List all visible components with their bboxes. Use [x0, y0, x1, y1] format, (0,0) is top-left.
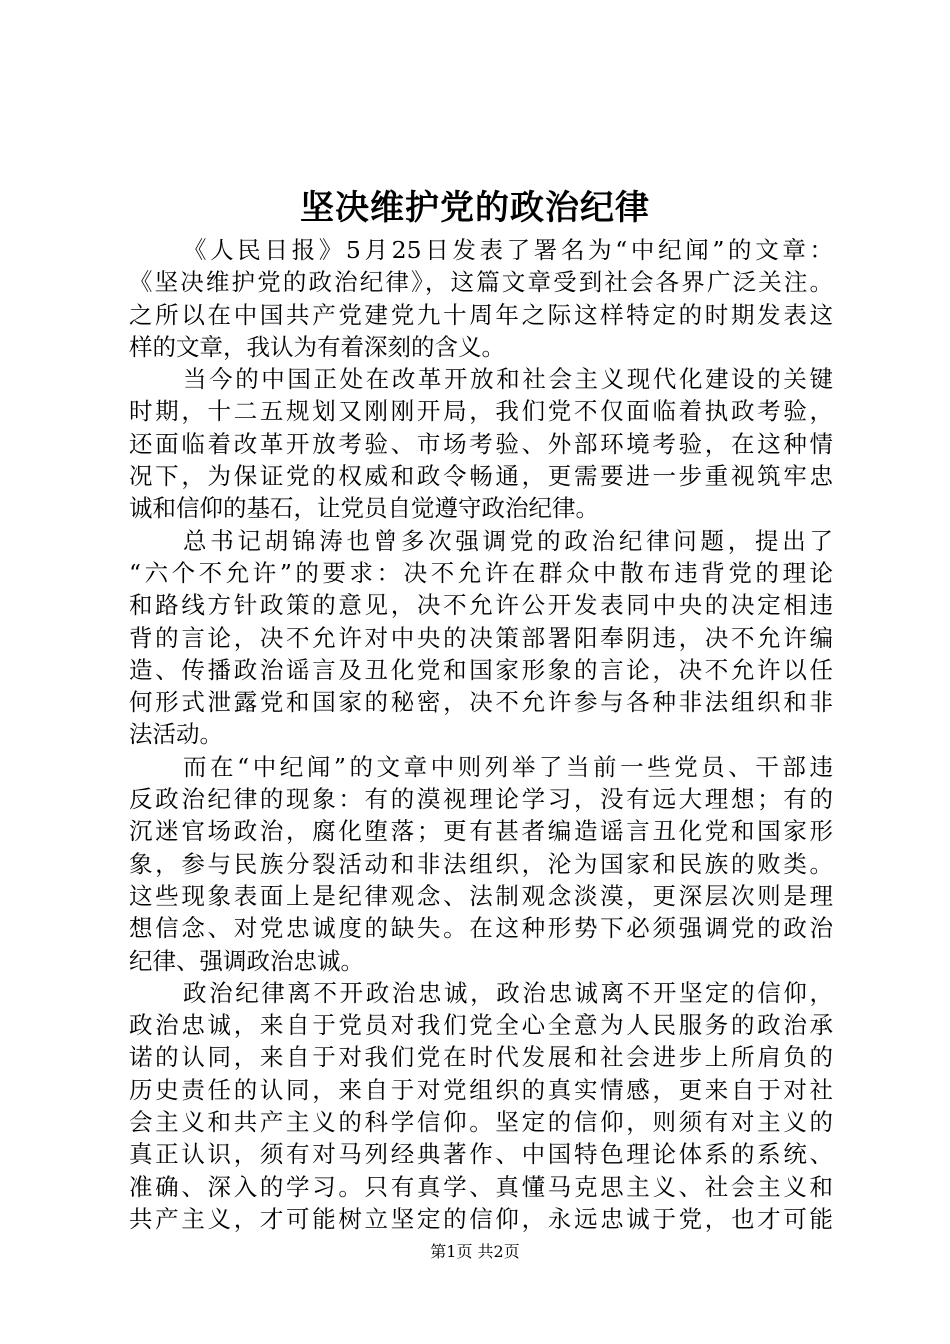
text-line: 会主义和共产主义的科学信仰。坚定的信仰，则须有对主义的	[129, 1108, 833, 1137]
paragraph-3	[129, 525, 833, 751]
text-line: 当今的中国正处在改革开放和社会主义现代化建设的关键	[183, 365, 833, 394]
text-line: 政治忠诚，来自于党员对我们党全心全意为人民服务的政治承	[129, 1011, 833, 1040]
text-line: 《坚决维护党的政治纪律》，这篇文章受到社会各界广泛关注。	[129, 268, 833, 297]
text-line: 时期，十二五规划又刚刚开局，我们党不仅面临着执政考验，	[129, 397, 833, 426]
text-line: 象，参与民族分裂活动和非法组织，沦为国家和民族的败类。	[129, 849, 833, 878]
text-line: 真正认识，须有对马列经典著作、中国特色理论体系的系统、	[129, 1140, 833, 1169]
text-line: 之所以在中国共产党建党九十周年之际这样特定的时期发表这	[129, 300, 833, 329]
text-line: 何形式泄露党和国家的秘密，决不允许参与各种非法组织和非	[129, 688, 833, 717]
paragraph-4	[129, 751, 833, 977]
text-line: “六个不允许”的要求：决不允许在群众中散布违背党的理论	[129, 558, 833, 587]
text-line: 总书记胡锦涛也曾多次强调党的政治纪律问题，提出了	[183, 526, 833, 555]
text-line: 《人民日报》5月25日发表了署名为“中纪闻”的文章：	[183, 236, 833, 264]
paragraph-2	[129, 363, 833, 524]
text-line: 准确、深入的学习。只有真学、真懂马克思主义、社会主义和	[129, 1172, 833, 1201]
text-line: 况下，为保证党的权威和政令畅通，更需要进一步重视筑牢忠	[129, 462, 833, 491]
text-line: 和路线方针政策的意见，决不允许公开发表同中央的决定相违	[129, 591, 833, 620]
page-footer: 第1页 共2页	[430, 1242, 520, 1261]
text-line: 样的文章，我认为有着深刻的含义。	[129, 332, 505, 361]
text-line: 这些现象表面上是纪律观念、法制观念淡漠，更深层次则是理	[129, 881, 833, 910]
text-line: 共产主义，才可能树立坚定的信仰，永远忠诚于党，也才可能	[129, 1204, 833, 1233]
text-line: 纪律、强调政治忠诚。	[129, 946, 364, 975]
document-body	[129, 234, 833, 1235]
text-line: 诚和信仰的基石，让党员自觉遵守政治纪律。	[129, 494, 599, 523]
text-line: 造、传播政治谣言及丑化党和国家形象的言论，决不允许以任	[129, 655, 833, 684]
text-line: 而在“中纪闻”的文章中则列举了当前一些党员、干部违	[183, 752, 833, 781]
document-title: 坚决维护党的政治纪律	[300, 188, 650, 228]
text-line: 诺的认同，来自于对我们党在时代发展和社会进步上所肩负的	[129, 1043, 833, 1072]
text-line: 法活动。	[129, 720, 223, 749]
text-line: 还面临着改革开放考验、市场考验、外部环境考验，在这种情	[129, 429, 833, 458]
text-line: 历史责任的认同，来自于对党组织的真实情感，更来自于对社	[129, 1075, 833, 1104]
text-line: 反政治纪律的现象：有的漠视理论学习，没有远大理想；有的	[129, 785, 833, 814]
text-line: 背的言论，决不允许对中央的决策部署阳奉阴违，决不允许编	[129, 623, 833, 652]
text-line: 政治纪律离不开政治忠诚，政治忠诚离不开坚定的信仰，	[183, 978, 833, 1007]
text-line: 沉迷官场政治，腐化堕落；更有甚者编造谣言丑化党和国家形	[129, 817, 833, 846]
paragraph-5	[129, 977, 833, 1235]
paragraph-1	[129, 234, 833, 363]
text-line: 想信念、对党忠诚度的缺失。在这种形势下必须强调党的政治	[129, 914, 833, 943]
